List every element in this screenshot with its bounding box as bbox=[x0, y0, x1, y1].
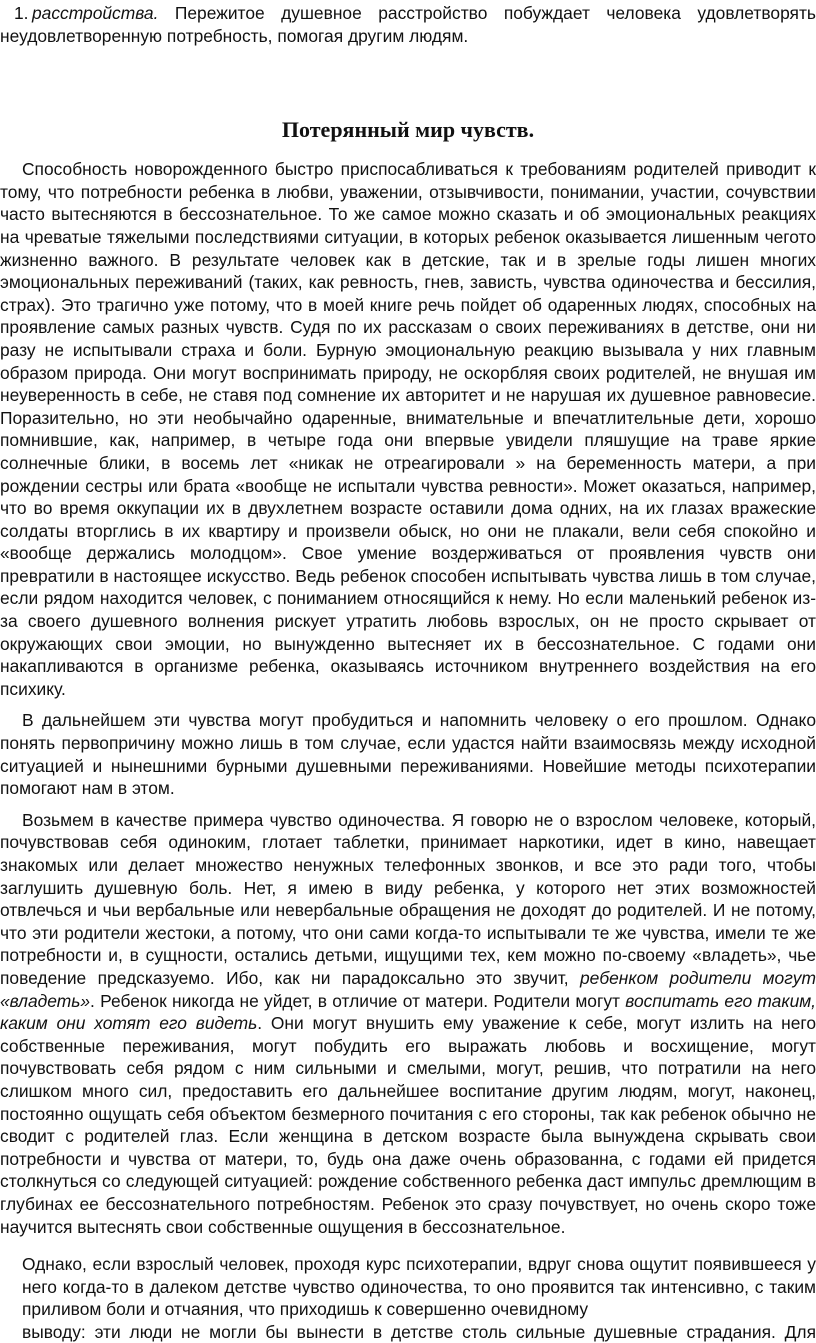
paragraph-4 bbox=[0, 1253, 816, 1343]
paragraph-2: В дальнейшем эти чувства могут пробудиться и напомнить человеку о его прошлом. Однако понять первопричину можно лишь в том случае, если удастся найти взаимосвязь между исходной ситуацией и нынешними бурными душевными переживаниями. Новейшие методы психотерапии помогают нам в этом. bbox=[0, 710, 816, 799]
paragraph-1: Способность новорожденного быстро приспосабливаться к требованиям родителей приводит к тому, что потребности ребенка в любви, уважении, отзывчивости, понимании, участии, сочувствии часто вытесняются в бессознательное. То же самое можно сказать и об эмоциональных реакциях на чреватые тяжелыми последствиями ситуации, в которых ребенок оказывается лишенным чегото жизненно важного. В результате человек как в детские, так и в зрелые годы лишен многих эмоциональных переживаний (таких, как ревность, гнев, зависть, чувства одиночества и бессилия, страх). Это трагично уже потому, что в моей книге речь пойдет об одаренных людях, способных на проявление самых разных чувств. Судя по их рассказам о своих переживаниях в детстве, они ни разу не испытывали страха и боли. Бурную эмоциональную реакцию вызывала у них главным образом природа. Они могут воспринимать природу, не оскорбляя своих родителей, не внушая им неуверенность в себе, не ставя под сомнение их авторитет и не нарушая их душевное равновесие. Поразительно, но эти необычайно одаренные, внимательные и впечатлительные дети, хорошо помнившие, как, например, в четыре года они впервые увидели пляшущие на траве яркие солнечные блики, в восемь лет «никак не отреагировали » на беременность матери, а при рождении сестры или брата «вообще не испытали чувства ревности». Может оказаться, например, что во время оккупации их в двухлетнем возрасте оставили дома одних, на их глазах вражеские солдаты вторглись в их квартиру и произвели обыск, но они не плакали, вели себя спокойно и «вообще держались молодцом». Свое умение воздерживаться от проявления чувств они превратили в настоящее искусство. Ведь ребенок способен испытывать чувства лишь в том случае, если рядом находится человек, с пониманием относящийся к нему. Но если маленький ребенок из-за своего душевного волнения рискует утратить любовь взрослых, он не просто скрывает от окружающих свои эмоции, но вынужденно вытесняет их в бессознательное. С годами они накапливаются в организме ребенка, оказываясь источником внутреннего воздействия на его психику. bbox=[0, 159, 816, 699]
list-item bbox=[0, 2, 816, 47]
paragraph-3-italic-1: ребенком родители могут «владеть» bbox=[0, 967, 816, 1011]
paragraph-3-part-2: . Ребенок никогда не уйдет, в отличие от матери. Родители могут bbox=[90, 990, 626, 1011]
paragraph-3-part-3: . Они могут внушить ему уважение к себе, могут излить на него собственные переживания, могут побудить его выражать любовь и восхищение, могут почувствовать себя рядом с ним сильными и смелыми, могут, решив, что потратили на него слишком много сил, предоставить его дальнейшее воспитание другим людям, могут, наконец, постоянно ощущать себя объектом безмерного почитания с его стороны, так как ребенок обычно не сводит с родителей глаз. Если женщина в детском возрасте была вынуждена скрывать свои потребности и чувства от матери, то, будь она даже очень образованна, с годами ей придется столкнуться со следующей ситуацией: рождение собственного ребенка даст импульс дремлющим в глубинах ее бессознательного потребностям. Ребенок это сразу почувствует, но очень скоро тоже научится вытеснять свои собственные ощущения в бессознательное. bbox=[0, 1013, 816, 1237]
paragraph-3 bbox=[0, 809, 816, 1238]
list-item-term: расстройства. bbox=[32, 3, 159, 23]
paragraph-4-text: Однако, если взрослый человек, проходя курс психотерапии, вдруг снова ощутит появившееся у него когда-то в далеком детстве чувство одиночества, то оно проявится так интенсивно, с таким приливом боли и отчаяния, что приходишь к совершенно очевидному bbox=[22, 1254, 816, 1320]
list-number: 1. bbox=[14, 3, 29, 23]
paragraph-3-part-1: Возьмем в качестве примера чувство одиночества. Я говорю не о взрослом человеке, который, почувствовав себя одиноким, глотает таблетки, принимает наркотики, идет в кино, навещает знакомых или делает множество ненужных телефонных звонков, и все это ради того, чтобы заглушить душевную боль. Нет, я имею в виду ребенка, у которого нет этих возможностей отвлечься и чьи вербальные или невербальные обращения не доходят до родителей. И не потому, что эти родители жестоки, а потому, что они сами когда-то испытывали те же чувства, имели те же потребности и, в сущности, остались детьми, ищущими тех, кем можно по-своему «владеть», чье поведение предсказуемо. Ибо, как ни парадоксально это звучит, bbox=[0, 809, 816, 988]
list-item-text: Пережитое душевное расстройство побуждает человека удовлетворять неудовлетворенную потребность, помогая другим людям. bbox=[0, 3, 816, 46]
paragraph-4-last-line: выводу: эти люди не могли бы вынести в детстве столь сильные душевные страдания. Для bbox=[22, 1321, 816, 1342]
section-title: Потерянный мир чувств. bbox=[281, 117, 535, 143]
paragraph-3-italic-2: воспитать его таким, каким они хотят его видеть bbox=[0, 990, 816, 1034]
